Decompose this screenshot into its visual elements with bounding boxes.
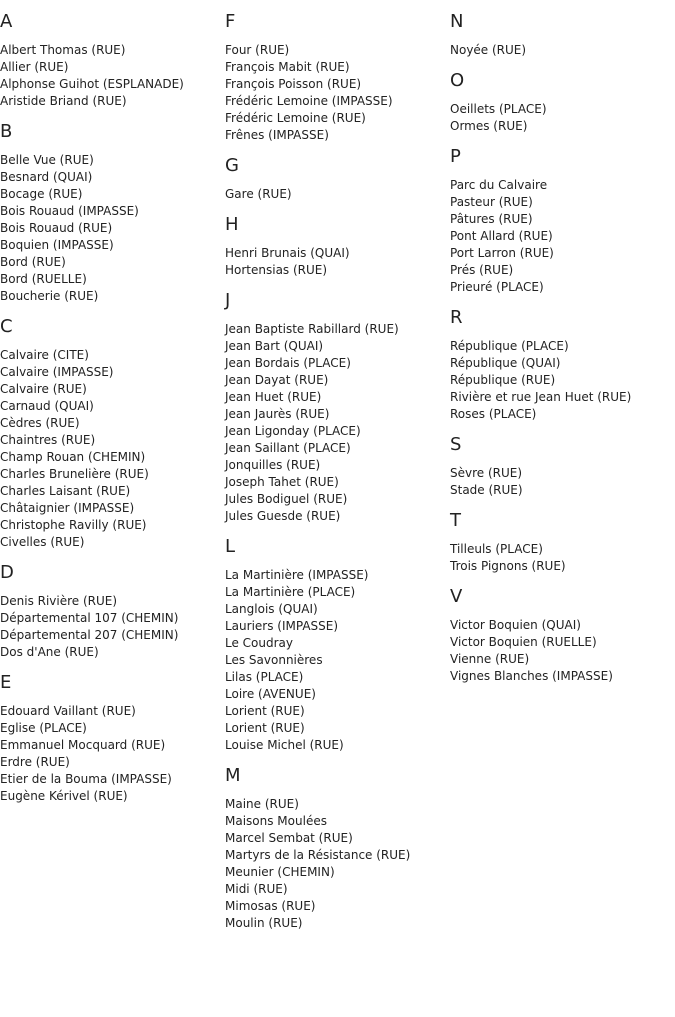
street-item: Civelles (RUE) (0, 535, 85, 549)
letter-section (450, 585, 674, 685)
letter-heading: N (450, 11, 464, 32)
street-item: Alphonse Guihot (ESPLANADE) (0, 77, 184, 91)
letter-section (0, 671, 224, 805)
street-list (225, 245, 449, 279)
letter-section (225, 154, 449, 203)
street-item: Châtaignier (IMPASSE) (0, 501, 135, 515)
letter-heading: P (450, 146, 461, 167)
street-item: François Mabit (RUE) (225, 60, 350, 74)
street-item: Martyrs de la Résistance (RUE) (225, 848, 411, 862)
street-item: Langlois (QUAI) (225, 602, 318, 616)
street-item: Aristide Briand (RUE) (0, 94, 127, 108)
street-item: La Martinière (PLACE) (225, 585, 356, 599)
street-list (0, 703, 224, 805)
letter-heading: V (450, 586, 463, 607)
street-item: Gare (RUE) (225, 187, 292, 201)
street-item: Jean Bart (QUAI) (225, 339, 324, 353)
street-column (0, 10, 224, 815)
street-item: Prés (RUE) (450, 263, 514, 277)
letter-heading: F (225, 11, 236, 32)
street-item: Jonquilles (RUE) (225, 458, 321, 472)
letter-section (225, 535, 449, 754)
street-item: Jules Guesde (RUE) (225, 509, 341, 523)
street-item: Henri Brunais (QUAI) (225, 246, 350, 260)
street-item: Bois Rouaud (RUE) (0, 221, 113, 235)
street-item: Rivière et rue Jean Huet (RUE) (450, 390, 632, 404)
street-item: Jean Ligonday (PLACE) (225, 424, 361, 438)
letter-heading: S (450, 434, 462, 455)
street-item: Jules Bodiguel (RUE) (225, 492, 348, 506)
street-item: Pâtures (RUE) (450, 212, 533, 226)
letter-heading: O (450, 70, 465, 91)
street-list (225, 321, 449, 525)
street-item: Victor Boquien (RUELLE) (450, 635, 597, 649)
street-item: Etier de la Bouma (IMPASSE) (0, 772, 172, 786)
street-item: Pont Allard (RUE) (450, 229, 553, 243)
street-item: Carnaud (QUAI) (0, 399, 94, 413)
street-item: Jean Saillant (PLACE) (225, 441, 351, 455)
street-item: Chaintres (RUE) (0, 433, 96, 447)
letter-section (225, 764, 449, 932)
street-item: Frênes (IMPASSE) (225, 128, 329, 142)
letter-section (450, 433, 674, 499)
letter-heading: J (225, 290, 231, 311)
letter-heading: E (0, 672, 12, 693)
street-item: Allier (RUE) (0, 60, 69, 74)
street-item: Jean Baptiste Rabillard (RUE) (225, 322, 399, 336)
street-item: Roses (PLACE) (450, 407, 537, 421)
street-item: Emmanuel Mocquard (RUE) (0, 738, 166, 752)
street-item: Frédéric Lemoine (IMPASSE) (225, 94, 393, 108)
letter-section (225, 213, 449, 279)
street-item: Charles Brunelière (RUE) (0, 467, 149, 481)
street-item: Jean Jaurès (RUE) (225, 407, 330, 421)
letter-section (450, 306, 674, 423)
street-item: Jean Dayat (RUE) (225, 373, 329, 387)
street-item: François Poisson (RUE) (225, 77, 362, 91)
street-item: Ormes (RUE) (450, 119, 528, 133)
street-list (225, 796, 449, 932)
street-item: Louise Michel (RUE) (225, 738, 344, 752)
letter-section (0, 315, 224, 551)
street-item: Boucherie (RUE) (0, 289, 99, 303)
street-list (0, 347, 224, 551)
street-item: République (QUAI) (450, 356, 561, 370)
letter-heading: T (450, 510, 461, 531)
letter-section (225, 289, 449, 525)
street-item: La Martinière (IMPASSE) (225, 568, 369, 582)
street-item: Edouard Vaillant (RUE) (0, 704, 136, 718)
street-item: Lauriers (IMPASSE) (225, 619, 339, 633)
street-list (450, 101, 674, 135)
street-column (450, 10, 674, 695)
street-item: Jean Huet (RUE) (225, 390, 322, 404)
street-item: Jean Bordais (PLACE) (225, 356, 351, 370)
street-item: Erdre (RUE) (0, 755, 70, 769)
street-item: Bocage (RUE) (0, 187, 83, 201)
street-item: République (PLACE) (450, 339, 569, 353)
street-item: Stade (RUE) (450, 483, 523, 497)
street-list (225, 186, 449, 203)
letter-section (450, 145, 674, 296)
street-item: Champ Rouan (CHEMIN) (0, 450, 146, 464)
street-item: Calvaire (RUE) (0, 382, 87, 396)
street-item: Calvaire (IMPASSE) (0, 365, 114, 379)
street-item: Moulin (RUE) (225, 916, 303, 930)
letter-section (0, 561, 224, 661)
street-list (0, 42, 224, 110)
letter-heading: R (450, 307, 463, 328)
street-item: République (RUE) (450, 373, 556, 387)
street-item: Victor Boquien (QUAI) (450, 618, 581, 632)
street-item: Frédéric Lemoine (RUE) (225, 111, 366, 125)
street-list (450, 541, 674, 575)
letter-heading: G (225, 155, 239, 176)
letter-heading: C (0, 316, 13, 337)
street-item: Trois Pignons (RUE) (450, 559, 566, 573)
street-item: Midi (RUE) (225, 882, 288, 896)
letter-heading: B (0, 121, 13, 142)
street-item: Meunier (CHEMIN) (225, 865, 335, 879)
street-item: Belle Vue (RUE) (0, 153, 94, 167)
street-item: Lorient (RUE) (225, 721, 305, 735)
street-item: Calvaire (CITE) (0, 348, 89, 362)
street-item: Denis Rivière (RUE) (0, 594, 118, 608)
street-item: Lorient (RUE) (225, 704, 305, 718)
street-item: Oeillets (PLACE) (450, 102, 547, 116)
street-item: Besnard (QUAI) (0, 170, 93, 184)
street-item: Prieuré (PLACE) (450, 280, 544, 294)
street-item: Loire (AVENUE) (225, 687, 316, 701)
street-item: Eugène Kérivel (RUE) (0, 789, 128, 803)
street-item: Bois Rouaud (IMPASSE) (0, 204, 139, 218)
street-item: Dos d'Ane (RUE) (0, 645, 99, 659)
street-item: Tilleuls (PLACE) (450, 542, 543, 556)
street-item: Boquien (IMPASSE) (0, 238, 114, 252)
letter-heading: M (225, 765, 241, 786)
street-item: Noyée (RUE) (450, 43, 527, 57)
street-item: Lilas (PLACE) (225, 670, 304, 684)
letter-section (225, 10, 449, 144)
street-item: Vienne (RUE) (450, 652, 530, 666)
street-item: Départemental 107 (CHEMIN) (0, 611, 179, 625)
street-item: Pasteur (RUE) (450, 195, 533, 209)
street-item: Charles Laisant (RUE) (0, 484, 131, 498)
street-item: Eglise (PLACE) (0, 721, 87, 735)
street-item: Maisons Moulées (225, 814, 327, 828)
street-item: Maine (RUE) (225, 797, 299, 811)
street-column (225, 10, 449, 942)
street-list (0, 593, 224, 661)
street-list (450, 177, 674, 296)
street-item: Les Savonnières (225, 653, 323, 667)
street-item: Bord (RUELLE) (0, 272, 87, 286)
street-list (0, 152, 224, 305)
street-item: Joseph Tahet (RUE) (225, 475, 339, 489)
letter-heading: D (0, 562, 14, 583)
letter-section (0, 10, 224, 110)
street-list (450, 465, 674, 499)
letter-section (450, 509, 674, 575)
street-item: Sèvre (RUE) (450, 466, 523, 480)
street-item: Albert Thomas (RUE) (0, 43, 126, 57)
letter-section (450, 69, 674, 135)
street-item: Mimosas (RUE) (225, 899, 316, 913)
street-item: Four (RUE) (225, 43, 290, 57)
street-item: Bord (RUE) (0, 255, 66, 269)
letter-heading: L (225, 536, 236, 557)
letter-heading: A (0, 11, 13, 32)
street-item: Cèdres (RUE) (0, 416, 80, 430)
street-item: Hortensias (RUE) (225, 263, 328, 277)
street-item: Port Larron (RUE) (450, 246, 554, 260)
letter-section (0, 120, 224, 305)
letter-section (450, 10, 674, 59)
street-item: Christophe Ravilly (RUE) (0, 518, 147, 532)
street-list (450, 617, 674, 685)
street-item: Parc du Calvaire (450, 178, 548, 192)
letter-heading: H (225, 214, 239, 235)
street-item: Le Coudray (225, 636, 294, 650)
street-item: Vignes Blanches (IMPASSE) (450, 669, 613, 683)
street-list (225, 42, 449, 144)
street-list (450, 338, 674, 423)
street-item: Départemental 207 (CHEMIN) (0, 628, 179, 642)
street-item: Marcel Sembat (RUE) (225, 831, 353, 845)
street-list (450, 42, 674, 59)
street-list (225, 567, 449, 754)
